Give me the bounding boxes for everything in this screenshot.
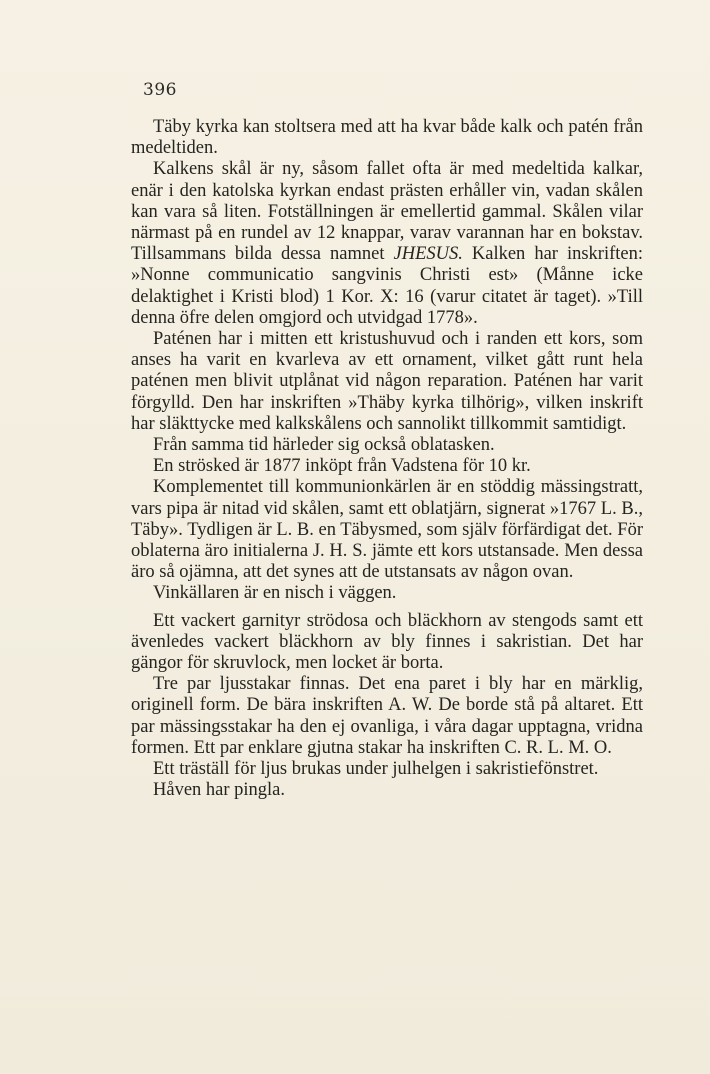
body-text xyxy=(131,117,643,802)
paragraph-kalkens-skal-part2: Kalken har inskriften: »Nonne communicatio sangvinis Christi est» (Månne icke delaktighet i Kristi blod) 1 Kor. X: 16 (varur citatet är taget). »Till denna öfre delen omgjord och utvidgad 1778». xyxy=(131,244,643,328)
jhesus-name: JHESUS. xyxy=(393,244,463,265)
paragraph-trastall: Ett träställ för ljus brukas under julhelgen i sakristiefönstret. xyxy=(153,759,599,780)
paragraph-strosked: En strösked är 1877 inköpt från Vadstena för 10 kr. xyxy=(153,456,531,477)
paragraph-vinkallaren: Vinkällaren är en nisch i väggen. xyxy=(153,583,397,604)
paragraph-haven: Håven har pingla. xyxy=(153,780,286,801)
paragraph-komplementet: Komplementet till kommunionkärlen är en stöddig mässingstratt, vars pipa är nitad vid skålen, samt ett oblatjärn, signerat »1767 L. B., Täby». Tydligen är L. B. en Täbysmed, som själv förfärdigat det. För oblaterna äro initialerna J. H. S. jämte ett kors utstansade. Men dessa äro så ojämna, att det synes att de utstansats av någon ovan. xyxy=(131,477,643,583)
page-number: 396 xyxy=(143,80,177,100)
paragraph-kalkens-skal-part1: Kalkens skål är ny, såsom fallet ofta är med medeltida kalkar, enär i den katolska kyrkan endast prästen erhåller vin, vadan skålen kan vara så liten. Fotställningen är emellertid gammal. Skålen vilar närmast på en rundel av 12 knappar, varav varannan har en bokstav. Tillsammans bilda dessa namnet xyxy=(131,159,643,265)
paragraph-kalkens-skal xyxy=(131,159,643,329)
paragraph-ljusstakar: Tre par ljusstakar finnas. Det ena paret i bly har en märklig, originell form. De bära inskriften A. W. De borde stå på altaret. Ett par mässingsstakar ha den ej ovanliga, i våra dagar upptagna, vridna formen. Ett par enklare gjutna stakar ha inskriften C. R. L. M. O. xyxy=(131,674,643,758)
paragraph-patenen: Paténen har i mitten ett kristushuvud och i randen ett kors, som anses ha varit en kvarleva av ett ornament, vilket gått runt hela paténen men blivit utplånat vid någon reparation. Paténen har varit förgylld. Den har inskriften »Thäby kyrka tilhörig», vilken inskrift har släkttycke med kalkskålens och sannolikt tillkommit samtidigt. xyxy=(131,329,643,434)
paragraph-garnityr: Ett vackert garnityr strödosa och bläckhorn av stengods samt ett ävenledes vackert bläckhorn av bly finnes i sakristian. Det har gängor för skruvlock, men locket är borta. xyxy=(131,610,643,674)
paragraph-kalk-paten: Täby kyrka kan stoltsera med att ha kvar både kalk och patén från medeltiden. xyxy=(131,117,643,159)
paragraph-oblatasken: Från samma tid härleder sig också oblatasken. xyxy=(153,435,495,456)
